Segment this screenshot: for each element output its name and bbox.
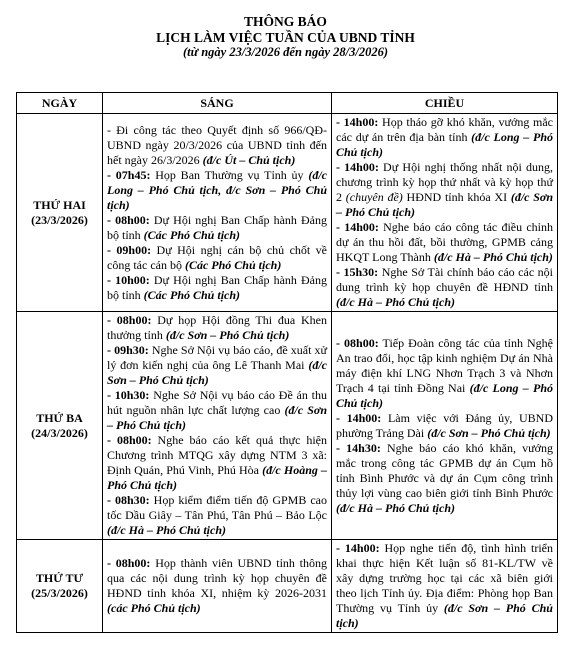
morning-cell	[103, 114, 332, 312]
item-assignee: (đ/c Hoàng – Phó Chủ tịch)	[107, 463, 327, 492]
schedule-item	[107, 556, 327, 616]
schedule-item	[336, 220, 553, 265]
item-time: - 08h00:	[107, 433, 152, 447]
item-assignee: (Các Phó Chủ tịch)	[184, 257, 282, 272]
item-time: - 14h00:	[336, 541, 380, 555]
day-row	[17, 114, 558, 312]
afternoon-cell	[332, 114, 558, 312]
item-assignee: (Các Phó Chủ tịch)	[143, 227, 241, 242]
afternoon-cell	[332, 540, 558, 633]
doc-title: THÔNG BÁO	[244, 14, 327, 29]
item-assignee: (đ/c Sơn – Phó Chủ tịch)	[336, 601, 553, 630]
item-time: - 14h00:	[336, 115, 379, 129]
morning-cell	[103, 312, 332, 540]
item-time: - 08h00:	[336, 335, 379, 350]
item-text: Dự Hội nghị thống nhất nội dung, chương trình kỳ họp thứ nhất và kỳ họp thứ 2	[336, 160, 553, 204]
table-header-row	[17, 93, 558, 114]
item-assignee: (đ/c Sơn – Phó Chủ tịch)	[336, 190, 554, 219]
schedule-item	[336, 441, 553, 516]
item-assignee: (đ/c Út – Chủ tịch)	[202, 152, 296, 167]
item-time: - 10h30:	[107, 388, 150, 402]
afternoon-cell	[332, 312, 558, 540]
item-text: Họp thành viên UBND tỉnh thông qua các nội dung trình kỳ họp chuyên đề HĐND tỉnh khóa XI, nhiệm kỳ 2026-2031	[107, 556, 327, 600]
item-text: Dự Hội nghị cán bộ chủ chốt về công tác cán bộ	[107, 242, 328, 272]
schedule-item	[107, 123, 327, 168]
item-text: Nghe Sở Nội vụ báo cáo, đề xuất xử lý đơn kiến nghị của ông Lê Thanh Mai	[107, 343, 328, 372]
item-text: Nghe báo cáo công tác điều chỉnh dự án thu hồi đất, bồi thường, GPMB cảng HKQT Long Thành	[336, 220, 553, 264]
day-cell	[17, 312, 103, 540]
day-row	[17, 312, 558, 540]
item-time: - 08h00:	[107, 313, 152, 327]
schedule-item	[107, 213, 327, 243]
day-row	[17, 540, 558, 633]
item-assignee: (đ/c Sơn – Phó Chủ tịch)	[107, 358, 327, 387]
day-name: THỨ TƯ	[35, 571, 84, 585]
item-assignee: (đ/c Hà – Phó Chủ tịch)	[433, 250, 553, 264]
item-time: - 08h00:	[107, 556, 151, 570]
item-time: - 14h00:	[336, 410, 382, 425]
item-text: Nghe báo cáo kết quả thực hiện Chương trình MTQG xây dựng NTM 3 xã: Định Quán, Phú Vinh, Phú Hòa	[107, 433, 327, 477]
col-header-day: NGÀY	[17, 93, 103, 114]
schedule-item	[107, 168, 327, 213]
schedule-item	[336, 265, 553, 310]
doc-date-range: (từ ngày 23/3/2026 đến ngày 28/3/2026)	[182, 45, 389, 59]
day-date: (25/3/2026)	[31, 586, 88, 600]
item-assignee: (đ/c Long – Phó Chủ tịch)	[336, 380, 553, 410]
item-text: Họp kiểm điểm tiến độ GPMB cao tốc Dầu Giây – Tân Phú, Tân Phú – Bảo Lộc	[107, 493, 327, 522]
schedule-item	[107, 388, 327, 433]
schedule-item	[336, 336, 553, 411]
day-name: THỨ HAI	[33, 197, 86, 212]
item-text-cont: HĐND tỉnh khóa XI	[402, 190, 511, 204]
col-header-afternoon: CHIỀU	[332, 93, 558, 114]
item-text: Dự Hội nghị Ban Chấp hành Đảng bộ tỉnh	[107, 212, 328, 242]
item-time: - 14h00:	[336, 220, 379, 234]
item-assignee: (các Phó Chủ tịch)	[107, 601, 201, 615]
item-text: Họp Ban Thường vụ Tỉnh ủy	[150, 167, 309, 182]
schedule-item	[107, 343, 327, 388]
schedule-item	[107, 313, 327, 343]
item-assignee: (đ/c Sơn – Phó Chủ tịch)	[427, 425, 551, 440]
item-assignee: (đ/c Long – Phó Chủ tịch)	[336, 130, 553, 159]
item-time: - 08h30:	[107, 493, 150, 507]
day-cell	[17, 540, 103, 633]
col-header-morning: SÁNG	[103, 93, 332, 114]
item-text: - Đi công tác theo Quyết định số 966/QĐ-UBND ngày 20/3/2026 của UBND tỉnh đến hết ngày 26/3/2026	[107, 122, 327, 167]
schedule-item	[336, 160, 553, 220]
item-text: Dự họp Hội đồng Thi đua Khen thưởng tỉnh	[107, 313, 327, 342]
doc-subtitle: LỊCH LÀM VIỆC TUẦN CỦA UBND TỈNH	[156, 30, 415, 45]
item-time: - 08h00:	[107, 212, 150, 227]
document-header	[0, 0, 571, 60]
item-text: Làm việc với Đảng ủy, UBND phường Trảng Dài	[336, 410, 554, 440]
item-text: Nghe Sở Nội vụ báo cáo Đề án thu hút nguồn nhân lực chất lượng cao	[107, 388, 327, 417]
schedule-item	[336, 115, 553, 160]
item-assignee: (đ/c Hà – Phó Chủ tịch)	[336, 295, 456, 309]
day-date: (24/3/2026)	[31, 425, 88, 440]
day-name: THỨ BA	[36, 410, 83, 425]
schedule-item	[107, 243, 327, 273]
item-assignee: (đ/c Hà – Phó Chủ tịch)	[336, 500, 456, 515]
morning-cell	[103, 540, 332, 633]
item-time: - 07h45:	[107, 167, 151, 182]
schedule-item	[107, 493, 327, 538]
item-time: - 15h30:	[336, 265, 379, 279]
item-time: - 09h30:	[107, 343, 149, 357]
item-assignee: (Các Phó Chủ tịch)	[143, 287, 241, 302]
schedule-item	[107, 273, 327, 303]
item-text: Nghe báo cáo khó khăn, vướng mắc trong công tác GPMB dự án Cụm hồ tỉnh Bình Phước và dự án Cụm công trình thủy lợi vùng cao biên giới tỉnh Bình Phước	[336, 440, 553, 500]
item-note: (chuyên đề)	[345, 190, 403, 204]
item-text: Họp nghe tiến độ, tình hình triển khai thực hiện Kết luận số 81-KL/TW về xây dựng trường học tại các xã biên giới theo lịch Tỉnh ủy. Địa điểm: Phòng họp Ban Thường vụ Tỉnh ủy	[336, 541, 553, 615]
item-assignee: (đ/c Hà – Phó Chủ tịch)	[107, 523, 227, 537]
item-time: - 14h30:	[336, 440, 381, 455]
item-assignee: (đ/c Long – Phó Chủ tịch, đ/c Sơn – Phó Chủ tịch)	[107, 167, 327, 212]
schedule-table	[16, 92, 558, 633]
item-text: Tiếp Đoàn công tác của tỉnh Nghệ An trao đổi, học tập kinh nghiệm Dự án Nhà máy điện khí LNG Nhơn Trạch 3 và Nhơn Trạch 4 tại tỉnh Đồng Nai	[336, 335, 554, 395]
item-text: Dự Hội nghị Ban Chấp hành Đảng bộ tỉnh	[107, 272, 328, 302]
item-time: - 10h00:	[107, 272, 150, 287]
schedule-item	[336, 411, 553, 441]
item-assignee: (đ/c Sơn – Phó Chủ tịch)	[165, 328, 290, 342]
schedule-item	[336, 541, 553, 631]
item-assignee: (đ/c Sơn – Phó Chủ tịch)	[107, 403, 327, 432]
schedule-item	[107, 433, 327, 493]
item-time: - 14h00:	[336, 160, 379, 174]
item-text: Nghe Sở Tài chính báo cáo các nội dung trình kỳ họp chuyên đề HĐND tỉnh	[336, 265, 553, 294]
item-time: - 09h00:	[107, 242, 152, 257]
day-cell	[17, 114, 103, 312]
day-date: (23/3/2026)	[31, 212, 88, 227]
item-text: Họp tháo gỡ khó khăn, vướng mắc các dự án trên địa bàn tỉnh	[336, 115, 553, 144]
